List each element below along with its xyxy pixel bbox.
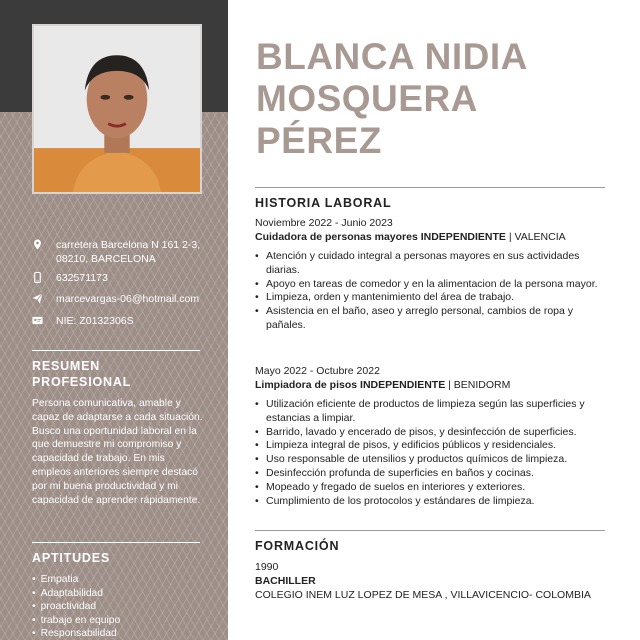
skills-divider [32,542,200,543]
job-duties [255,250,615,333]
name-line: PÉREZ [256,120,382,161]
duty-item: • Asistencia en el baño, aseo y arreglo personal, cambios de ropa y pañales. [255,305,615,333]
name-line: MOSQUERA [256,78,478,119]
main-content [228,0,640,640]
skills-list [32,573,120,640]
id-text: NIE: Z0132306S [56,315,134,327]
contact-phone [32,271,212,285]
sidebar [0,0,228,640]
location-pin-icon [32,239,48,266]
summary-divider [32,350,200,351]
name-line: BLANCA NIDIA [256,36,528,77]
education-divider [255,530,605,531]
skill-item: • Adaptabilidad [32,587,120,601]
job-role: Cuidadora de personas mayores INDEPENDIENTE [255,231,506,243]
skill-item: • Empatia [32,573,120,587]
duty-item: • Apoyo en tareas de comedor y en la alimentacion de la persona mayor. [255,278,615,292]
job-role-line [255,230,615,244]
duty-item: • Utilización eficiente de productos de limpieza según las superficies y estancias a limpiar. [255,398,615,426]
work-history-title: HISTORIA LABORAL [255,196,392,210]
job-entry-2 [255,364,615,508]
job-location: | VALENCIA [505,231,566,243]
summary-text: Persona comunicativa, amable y capaz de adaptarse a cada situación. Busco una oportunidad laboral en la que demuestre mi compromiso y capacidad de trabajo. En mis empleos anteriores siempre destacó por mi buena productividad y mi capacidad de aprender rápidamente. [32,398,203,506]
duty-item: • Limpieza integral de pisos, y edificios públicos y residenciales. [255,439,615,453]
id-card-icon [32,315,48,328]
summary-title: RESUMEN PROFESIONAL [32,359,132,389]
email-link[interactable]: marcevargas-06@hotmail.com [56,293,200,305]
education-title: FORMACIÓN [255,539,340,553]
job-role: Limpiadora de pisos INDEPENDIENTE [255,379,446,391]
profile-photo [32,24,202,194]
address-text: carretera Barcelona N 161 2-3, 08210, BARCELONA [56,239,201,265]
duty-item: • Cumplimiento de los protocolos y estándares de limpieza. [255,495,615,509]
education-school: COLEGIO INEM LUZ LOPEZ DE MESA , VILLAVICENCIO- COLOMBIA [255,589,591,601]
job-dates: Noviembre 2022 - Junio 2023 [255,217,393,229]
education-entry [255,560,605,602]
education-year: 1990 [255,561,279,573]
candidate-name [256,36,632,162]
duty-item: • Atención y cuidado integral a personas mayores en sus actividades diarias. [255,250,615,278]
paper-plane-icon [32,293,48,306]
job-entry-1 [255,216,615,333]
skill-item: • proactividad [32,600,120,614]
job-dates: Mayo 2022 - Octubre 2022 [255,365,380,377]
skill-item: • trabajo en equipo [32,614,120,628]
contact-address [32,238,212,266]
contact-email [32,292,212,306]
education-degree: BACHILLER [255,575,316,587]
skills-title: APTITUDES [32,551,111,565]
duty-item: • Mopeado y fregado de suelos en interiores y exteriores. [255,481,615,495]
duty-item: • Limpieza, orden y mantenimiento del área de trabajo. [255,291,615,305]
duty-item: • Uso responsable de utensilios y productos químicos de limpieza. [255,453,615,467]
job-role-line [255,378,615,392]
mobile-phone-icon [32,272,48,285]
duty-item: • Barrido, lavado y encerado de pisos, y desinfección de superficies. [255,426,615,440]
contact-id [32,314,212,328]
duty-item: • Desinfección profunda de superficies en baños y cocinas. [255,467,615,481]
phone-text[interactable]: 632571173 [56,272,108,284]
skill-item: • Responsabilidad [32,627,120,640]
work-divider [255,187,605,188]
job-location: | BENIDORM [445,379,511,391]
job-duties [255,398,615,508]
